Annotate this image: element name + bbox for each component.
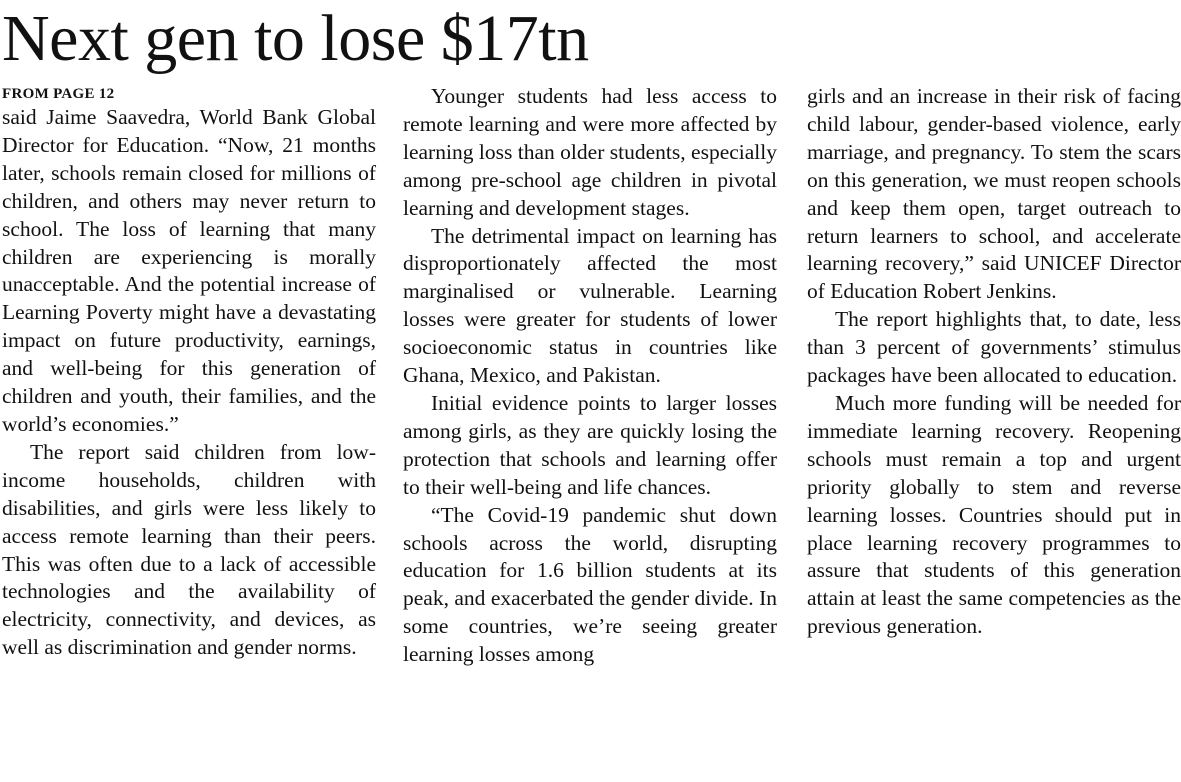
headline: Next gen to lose $17tn xyxy=(2,2,589,75)
paragraph: “The Covid-19 pandemic shut down schools across the world, disrupting education for 1.6 billion students at its peak, and exacerbated the gender divide. In some countries, we’re seeing greater learning losses among xyxy=(403,502,777,667)
paragraph: Initial evidence points to larger losses among girls, as they are quickly losing the protection that schools and learning offer to their well-being and life chances. xyxy=(403,390,777,499)
continuation-kicker: FROM PAGE 12 xyxy=(2,86,115,102)
paragraph: The report highlights that, to date, less than 3 percent of governments’ stimulus packages have been allocated to education. xyxy=(807,307,1181,388)
paragraph: The report said children from low-income households, children with disabilities, and girls were less likely to access remote learning than their peers. This was often due to a lack of accessible technologies and the availability of electricity, connectivity, and devices, as well as discrimination and gender norms. xyxy=(2,439,376,660)
paragraph: girls and an increase in their risk of facing child labour, gender-based violence, early marriage, and pregnancy. To stem the scars on this generation, we must reopen schools and keep them open, target outreach to return learners to school, and accelerate learning recovery,” said UNICEF Director of Education Robert Jenkins. xyxy=(807,84,1181,304)
paragraph: Younger students had less access to remote learning and were more affected by learning loss than older students, especially among pre-school age children in pivotal learning and development stages. xyxy=(403,84,777,220)
paragraph: The detrimental impact on learning has disproportionately affected the most marginalised or vulnerable. Learning losses were greater for students of lower socioeconomic status in countries like Ghana, Mexico, and Pakistan. xyxy=(403,223,777,388)
article-column-2 xyxy=(403,83,777,669)
article-column-1 xyxy=(2,84,376,662)
paragraph: said Jaime Saavedra, World Bank Global Director for Education. “Now, 21 months later, schools remain closed for millions of children, and others may never return to school. The loss of learning that many children are experiencing is morally unacceptable. And the potential increase of Learning Poverty might have a devastating impact on future productivity, earnings, and well-being for this generation of children and youth, their families, and the world’s economies.” xyxy=(2,105,376,436)
article-column-3 xyxy=(807,83,1181,641)
paragraph: Much more funding will be needed for immediate learning recovery. Reopening schools must remain a top and urgent priority globally to stem and reverse learning losses. Countries should put in place learning recovery programmes to assure that students of this generation attain at least the same competencies as the previous generation. xyxy=(807,390,1181,639)
